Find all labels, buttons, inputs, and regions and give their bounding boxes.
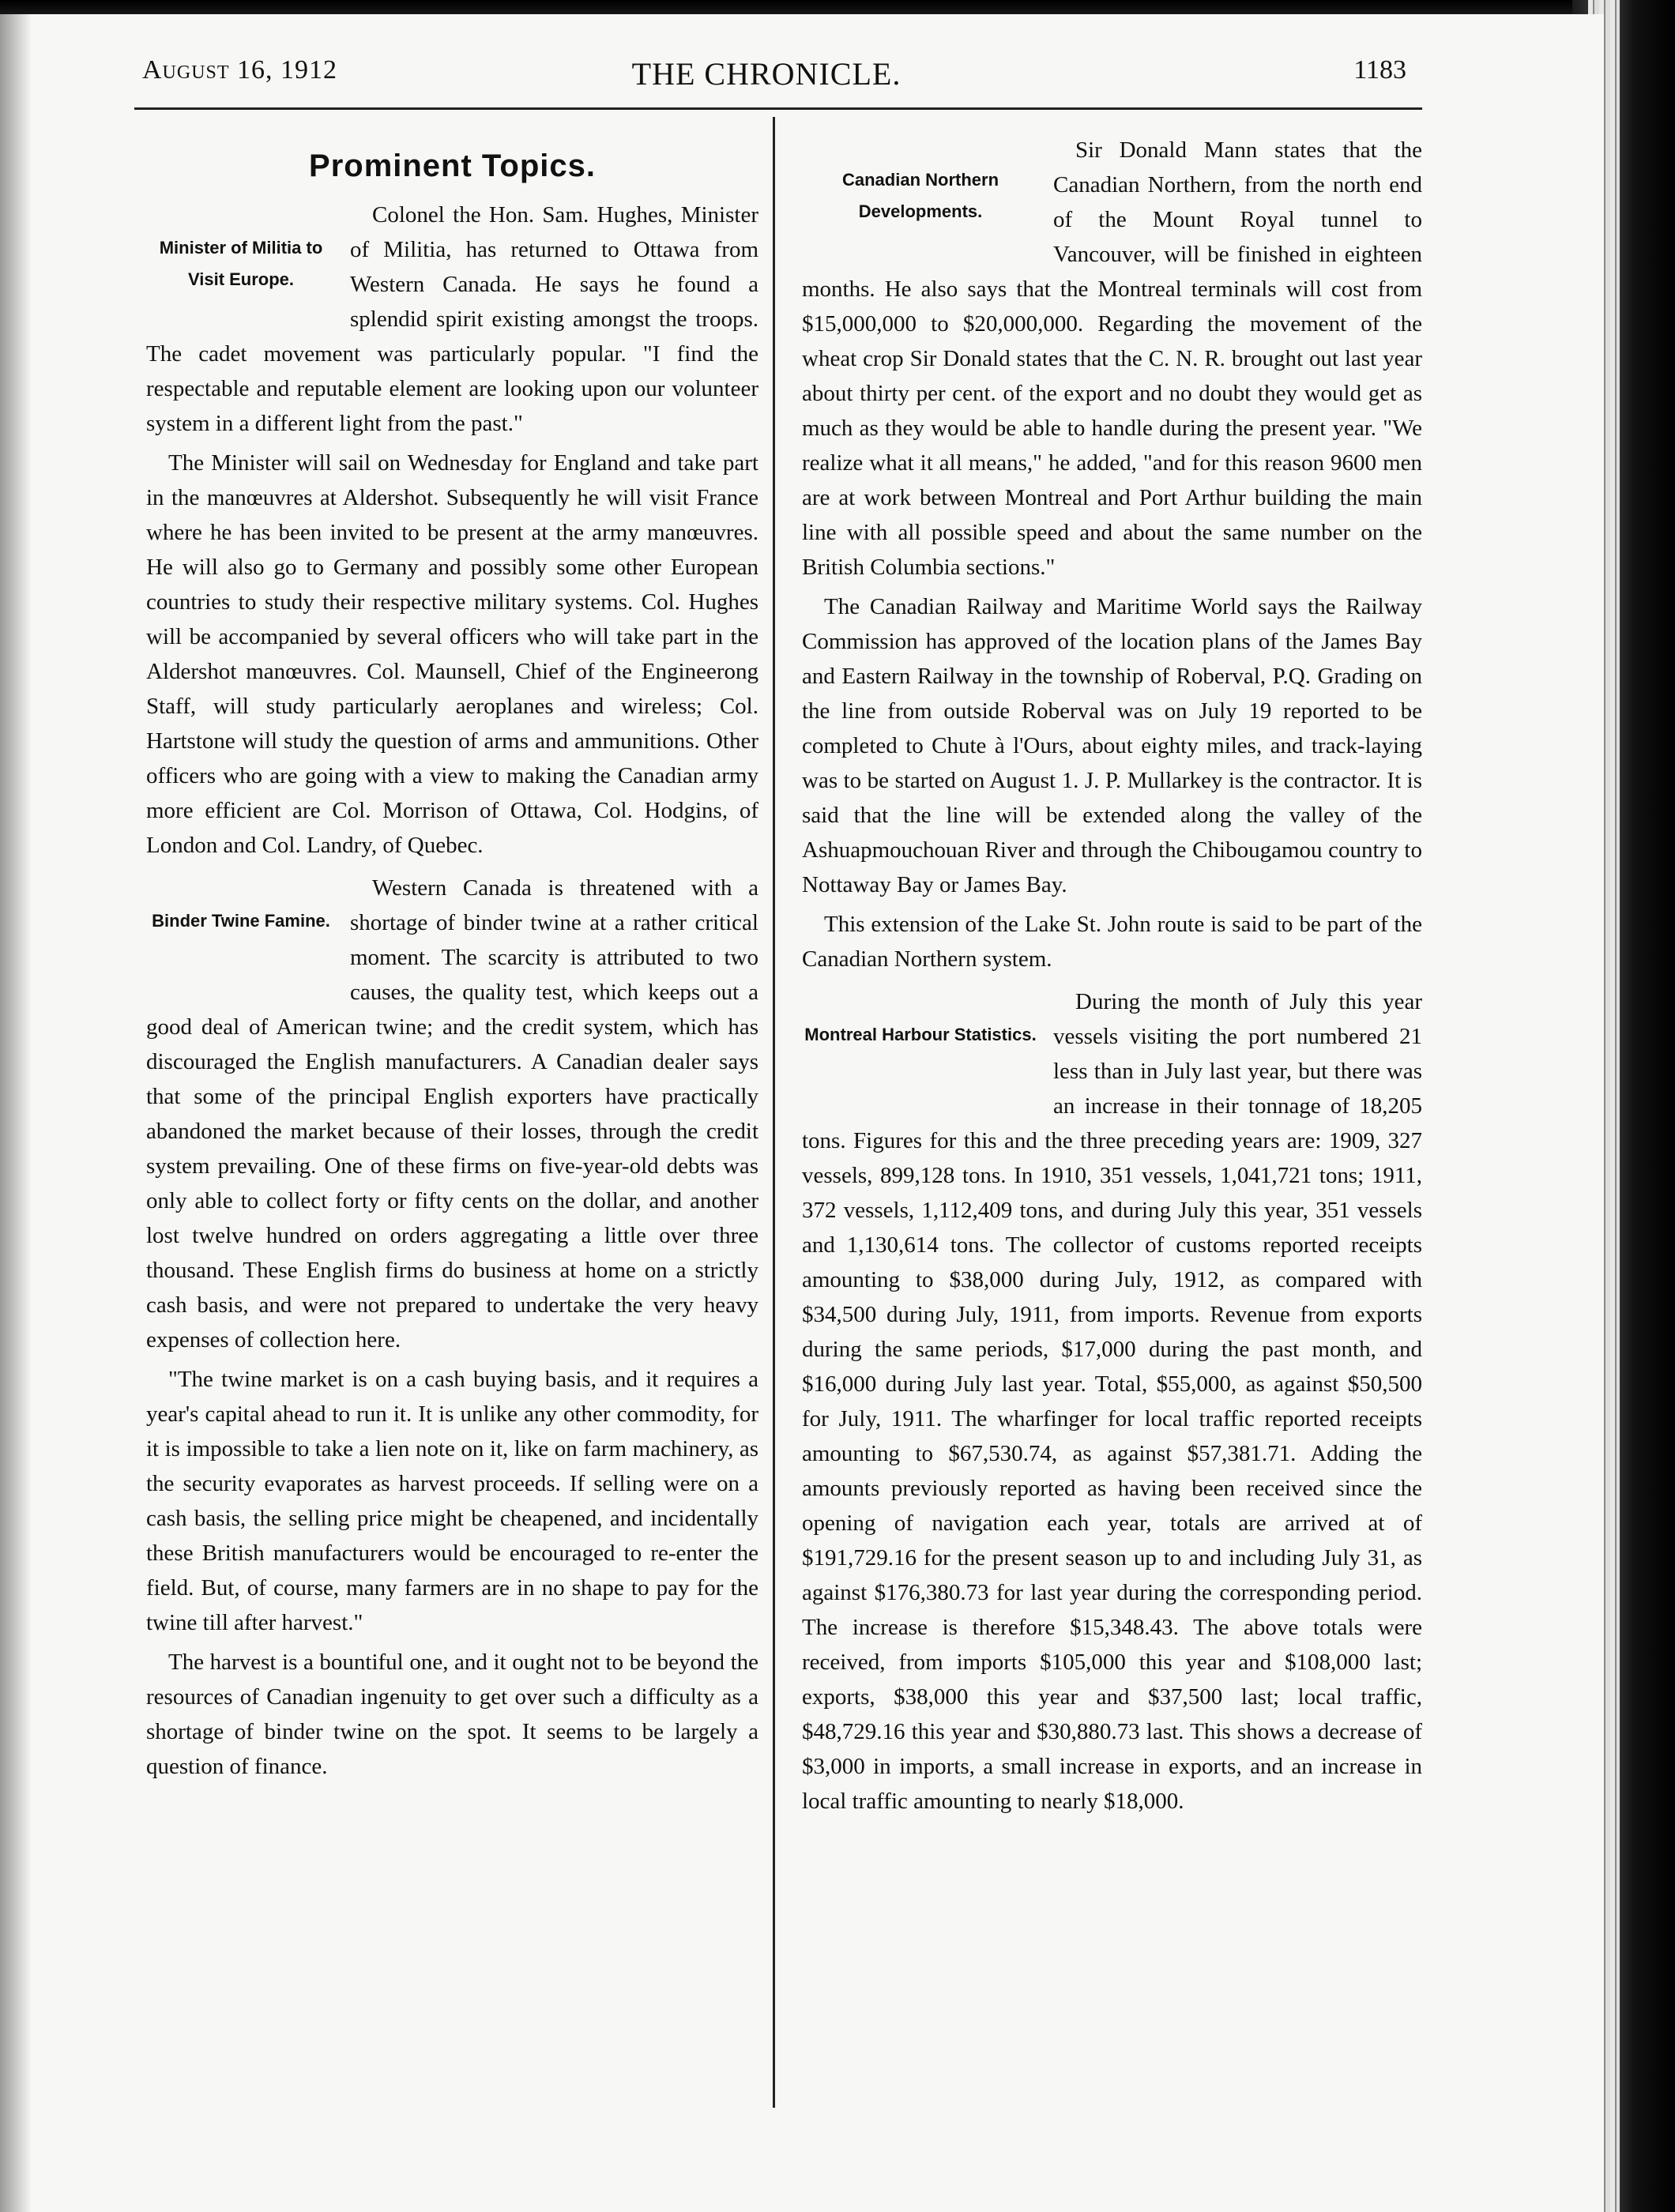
paragraph: Colonel the Hon. Sam. Hughes, Minister of Militia, has returned to Ottawa from Western Canada. He says he found a splendid spirit existing amongst the troops. The cadet movement was particularly popular. "I find the respectable and reputable element are looking upon our volunteer system in a different light from the past." (146, 202, 758, 436)
header-rule (134, 107, 1422, 110)
paragraph: This extension of the Lake St. John route is said to be part of the Canadian Northern system. (802, 912, 1422, 972)
paragraph: Sir Donald Mann states that the Canadian Northern, from the north end of the Mount Royal tunnel to Vancouver, will be finished in eighteen months. He also says that the Montreal terminals will cost from $15,000,000 to $20,000,000. Regarding the movement of the wheat crop Sir Donald states that the C. N. R. brought out last year about thirty per cent. of the export and no doubt they would get as much as they would be able to handle during the present year. "We realize what it all means," he added, "and for this reason 9600 men are at work between Montreal and Port Arthur building the main line with all possible speed and about the same number on the British Columbia sections." (802, 137, 1422, 580)
paragraph: The harvest is a bountiful one, and it ought not to be beyond the resources of Canadian ingenuity to get over such a difficulty as a shortage of binder twine on the spot. It seems to be largely a question of finance. (146, 1650, 758, 1779)
sidehead-canadian-northern: Canadian Northern Developments. (841, 170, 999, 221)
section-title: Prominent Topics. (309, 149, 596, 183)
publication-title: THE CHRONICLE. (631, 56, 901, 92)
column-rule (773, 117, 775, 2108)
sidehead-montreal-harbour: Montreal Harbour Statistics. (804, 1025, 1037, 1044)
newspaper-page (0, 14, 1604, 2212)
left-column (146, 133, 758, 1789)
issue-date: August 16, 1912 (142, 55, 338, 85)
page-number: 1183 (1353, 55, 1406, 85)
topic-minister-of-militia (146, 198, 758, 867)
running-head (119, 55, 1414, 100)
topic-canadian-northern (802, 133, 1422, 981)
sidehead-minister-of-militia: Minister of Militia to Visit Europe. (159, 238, 323, 289)
paragraph: During the month of July this year vessels visiting the port numbered 21 less than in July last year, but there was an increase in their tonnage of 18,205 tons. Figures for this and the three preceding years are: 1909, 327 vessels, 899,128 tons. In 1910, 351 vessels, 1,041,721 tons; 1911, 372 vessels, 1,112,409 tons, and during July this year, 351 vessels and 1,130,614 tons. The collector of customs reported receipts amounting to $38,000 during July, 1912, as compared with $34,500 during July, 1911, from imports. Revenue from exports during the same periods, $17,000 during the past month, and $16,000 during July last year. Total, $55,000, as against $50,500 for July, 1911. The wharfinger for local traffic reported receipts amounting to $67,530.74, as against $57,381.71. Adding the amounts previously reported as having been received since the opening of navigation each year, totals are arrived at of $191,729.16 for the present season up to and including July 31, as against $176,380.73 for last year during the corresponding period. The increase is therefore $15,348.43. The above totals were received, from imports $105,000 this year and $108,000 last; exports, $38,000 this year and $37,500 last; local traffic, $48,729.16 this year and $30,880.73 last. This shows a decrease of $3,000 in imports, a small increase in exports, and an increase in local traffic amounting to nearly $18,000. (802, 989, 1422, 1814)
sidehead-binder-twine: Binder Twine Famine. (152, 911, 330, 931)
paragraph: The Canadian Railway and Maritime World says the Railway Commission has approved of the location plans of the James Bay and Eastern Railway in the township of Roberval, P.Q. Grading on the line from outside Roberval was on July 19 reported to be completed to Chute à l'Ours, about eighty miles, and track-laying was to be started on August 1. J. P. Mullarkey is the contractor. It is said that the line will be extended along the valley of the Ashuapmouchouan River and through the Chibougamou country to Nottaway Bay or James Bay. (802, 594, 1422, 897)
topic-montreal-harbour (802, 984, 1422, 1823)
paragraph: The Minister will sail on Wednesday for England and take part in the manœuvres at Aldershot. Subsequently he will visit France where he has been invited to be present at the army manœuvres. He will also go to Germany and possibly some other European countries to study their respective military systems. Col. Hughes will be accompanied by several officers who will take part in the Aldershot manœuvres. Col. Maunsell, Chief of the Engineerong Staff, will study particularly aeroplanes and wireless; Col. Hartstone will study the question of arms and ammunitions. Other officers who are going with a view to making the Canadian army more efficient are Col. Morrison of Ottawa, Col. Hodgins, of London and Col. Landry, of Quebec. (146, 450, 758, 858)
paragraph: Western Canada is threatened with a shortage of binder twine at a rather critical moment. The scarcity is attributed to two causes, the quality test, which keeps out a good deal of American twine; and the credit system, which has discouraged the English manufacturers. A Canadian dealer says that some of the principal English exporters have practically abandoned the market because of their losses, through the credit system prevailing. One of these firms on five-year-old debts was only able to collect forty or fifty cents on the dollar, and another lost twelve hundred on orders aggregating a little over three thousand. These English firms do business at home on a strictly cash basis, and were not prepared to undertake the very heavy expenses of collection here. (146, 875, 758, 1352)
binding-shadow (0, 14, 32, 2212)
right-column (802, 133, 1422, 1823)
paragraph: "The twine market is on a cash buying basis, and it requires a year's capital ahead to run it. It is unlike any other commodity, for it is impossible to take a lien note on it, like on farm machinery, as the security evaporates as harvest proceeds. If selling were on a cash basis, the selling price might be cheapened, and incidentally these British manufacturers would be encouraged to re-enter the field. But, of course, many farmers are in no shape to pay for the twine till after harvest." (146, 1367, 758, 1635)
topic-binder-twine-famine (146, 871, 758, 1789)
